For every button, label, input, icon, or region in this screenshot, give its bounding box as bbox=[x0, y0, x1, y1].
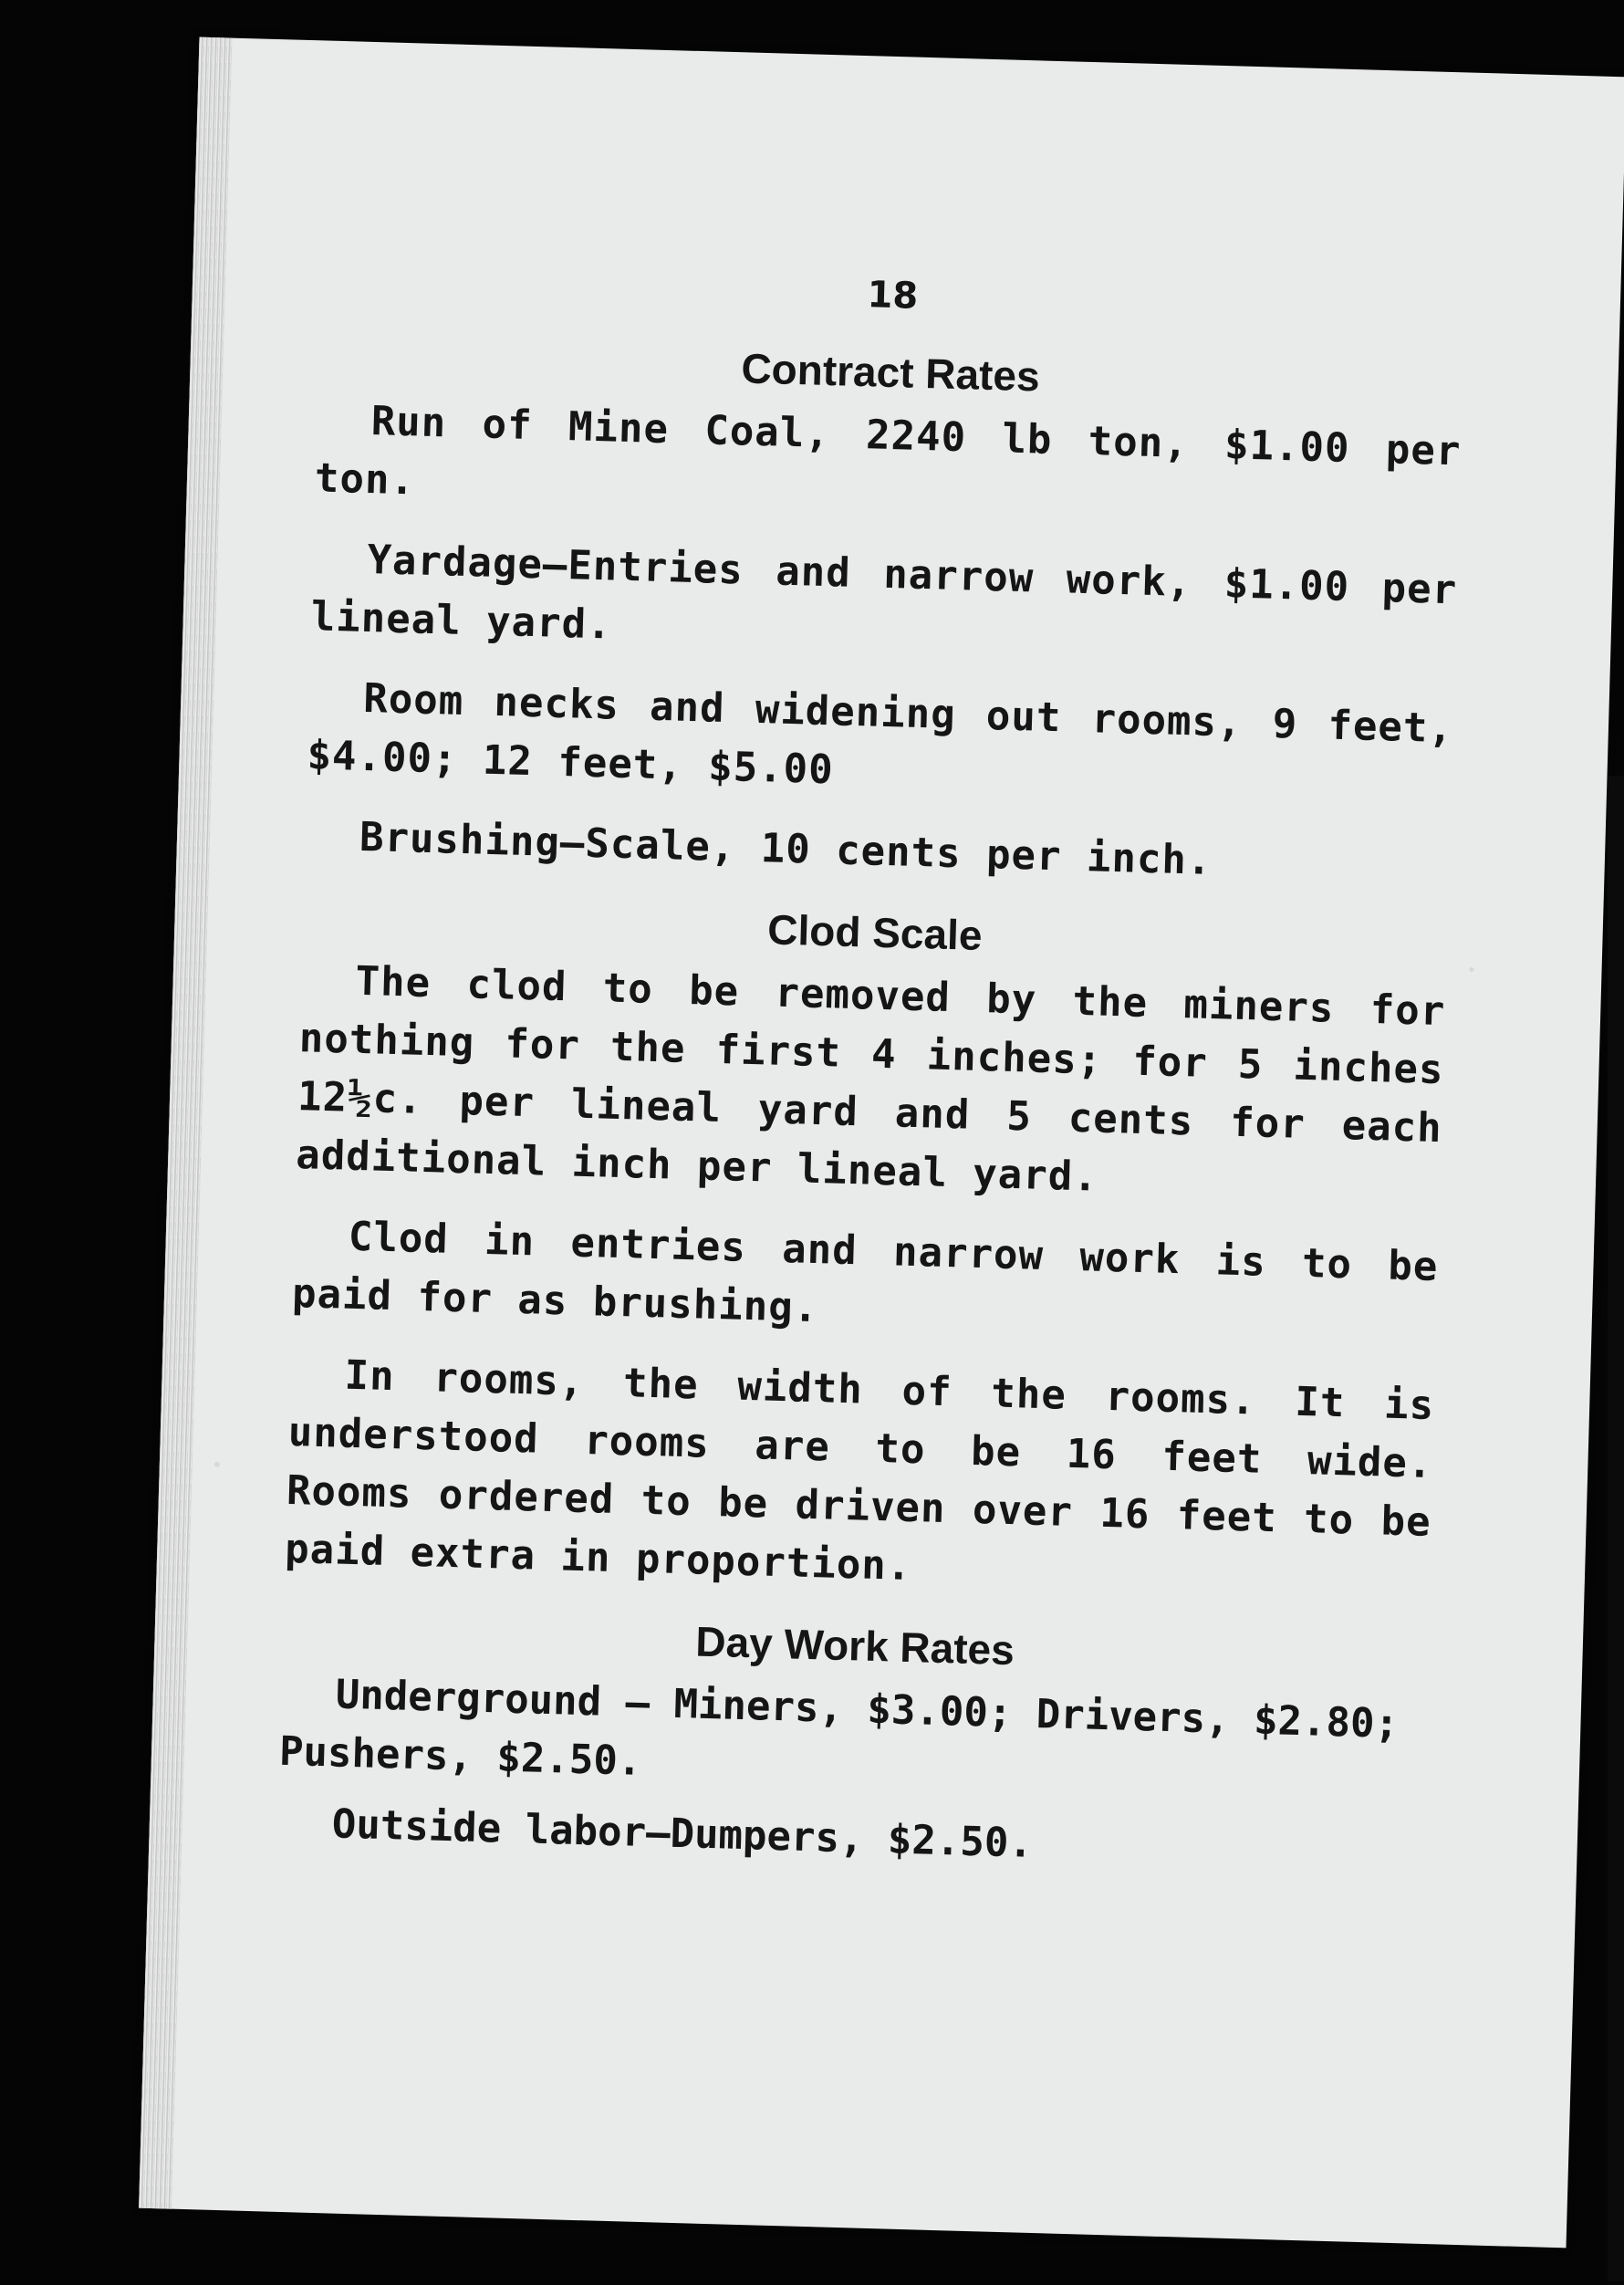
binding-shadow bbox=[1608, 776, 1624, 2281]
paragraph-brushing: Brushing—Scale, 10 cents per inch. bbox=[359, 813, 1213, 884]
paragraph-yardage: Yardage—Entries and narrow work, $1.00 per lineal yard. bbox=[310, 536, 1458, 649]
page-edge bbox=[139, 37, 232, 2209]
heading-clod-scale: Clod Scale bbox=[766, 905, 984, 959]
page-number: 18 bbox=[866, 274, 919, 318]
heading-contract-rates: Contract Rates bbox=[740, 344, 1041, 401]
paragraph-outside-labor: Outside labor—Dumpers, $2.50. bbox=[331, 1800, 1034, 1867]
paragraph-clod-entries: Clod in entries and narrow work is to be paid for as brushing. bbox=[291, 1213, 1440, 1332]
book-page bbox=[139, 37, 1624, 2248]
paragraph-room-necks: Room necks and widening out rooms, 9 feet, $4.00; 12 feet, $5.00 bbox=[306, 674, 1454, 794]
paragraph-run-of-mine: Run of Mine Coal, 2240 lb ton, $1.00 per ton. bbox=[314, 398, 1463, 505]
heading-day-work-rates: Day Work Rates bbox=[694, 1617, 1015, 1675]
speck bbox=[1469, 967, 1473, 972]
paragraph-clod-removal: The clod to be removed by the miners for nothing for the first 4 inches; for 5 inches 12½c. per lineal yard and 5 cents for each additional inch per lineal yard. bbox=[295, 957, 1446, 1201]
paragraph-underground: Underground — Miners, $3.00; Drivers, $2.80; Pushers, $2.50. bbox=[278, 1671, 1400, 1785]
paragraph-room-width: In rooms, the width of the rooms. It is understood rooms are to be 16 feet wide. Rooms ordered to be driven over 16 feet to be paid extra in proportion. bbox=[284, 1351, 1435, 1591]
page-text bbox=[276, 250, 1466, 1896]
speck bbox=[214, 1462, 220, 1467]
